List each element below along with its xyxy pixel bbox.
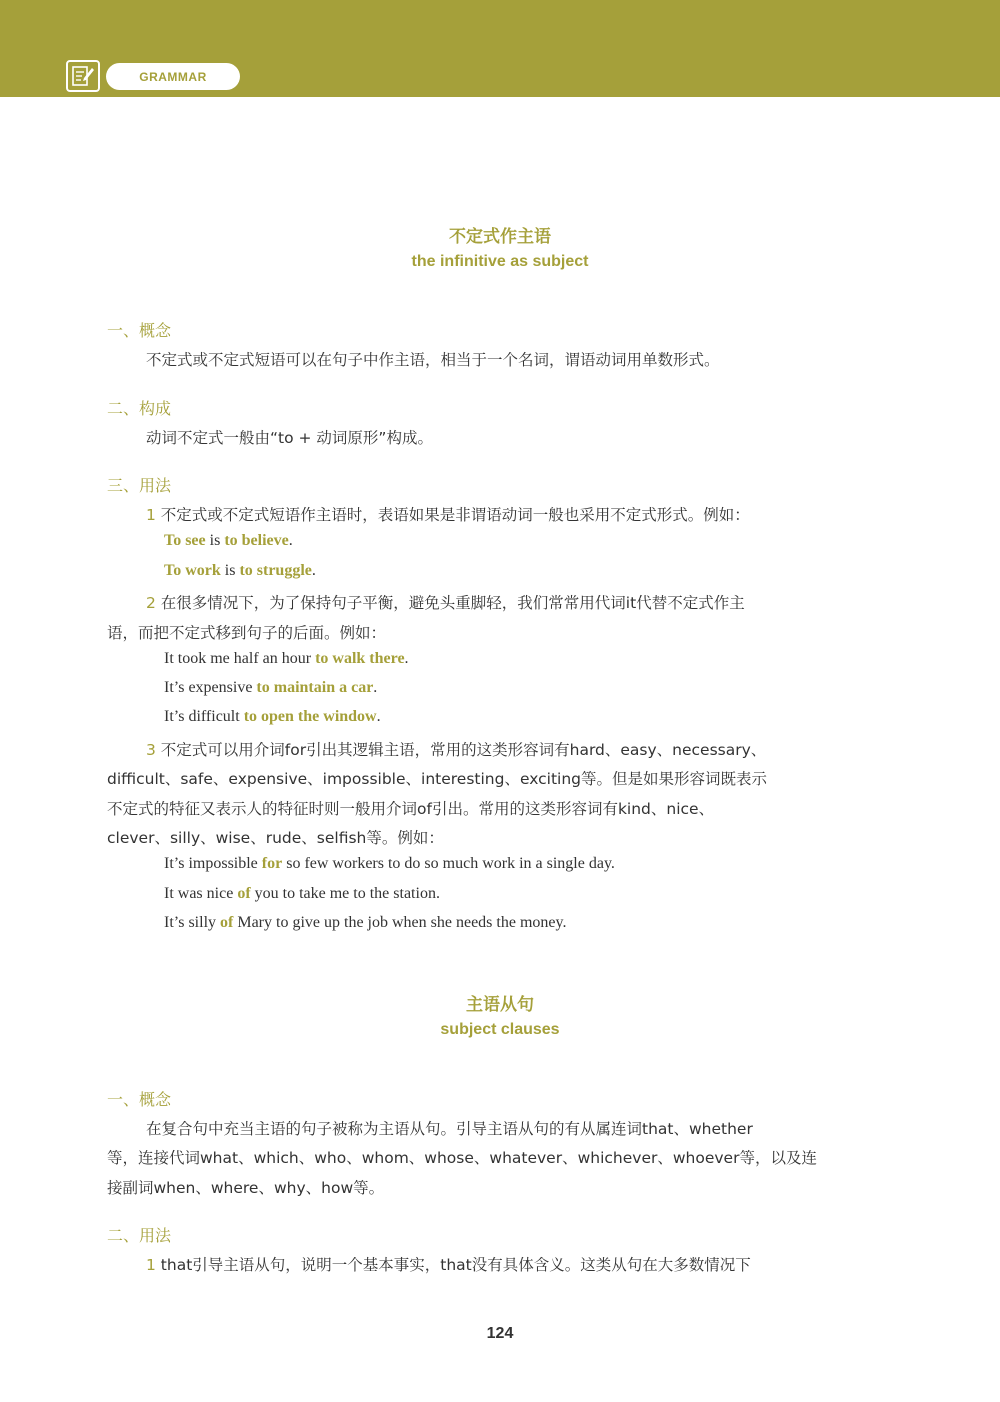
section1-title-en: the infinitive as subject — [411, 253, 589, 270]
rule-text: 在很多情况下，为了保持句子平衡，避免头重脚轻，我们常常用代词it代替不定式作主 — [155, 594, 745, 612]
rule-number: 1 — [146, 1256, 156, 1274]
example-text: . — [288, 532, 293, 549]
highlight: to maintain a car — [256, 679, 374, 696]
example-text: It’s impossible — [164, 855, 262, 872]
rule-2-line-1 — [146, 591, 745, 613]
section-label: GRAMMAR — [106, 63, 240, 90]
example — [164, 708, 381, 726]
highlight: To work — [164, 562, 221, 579]
example-text: It’s expensive — [164, 679, 257, 696]
rule-3-line-1 — [146, 738, 766, 760]
usage-heading: 三、用法 — [107, 476, 172, 495]
concept-line-2: 等，连接代词what、which、who、whom、whose、whatever、whichever、whoever等，以及连 — [107, 1149, 817, 1167]
notepad-pencil-icon — [66, 60, 100, 92]
highlight: to struggle — [239, 562, 312, 579]
example — [164, 914, 566, 932]
concept-line-3: 接副词when、where、why、how等。 — [107, 1179, 385, 1197]
rule-text: 不定式或不定式短语作主语时，表语如果是非谓语动词一般也采用不定式形式。例如： — [155, 506, 750, 524]
highlight: to open the window — [243, 708, 377, 725]
form-heading: 二、构成 — [107, 399, 172, 418]
example-text: . — [404, 650, 409, 667]
example — [164, 562, 316, 580]
example-text: you to take me to the station. — [250, 885, 440, 902]
example — [164, 650, 409, 668]
form-text: 动词不定式一般由“to + 动词原形”构成。 — [146, 429, 433, 447]
concept-line-1: 在复合句中充当主语的句子被称为主语从句。引导主语从句的有从属连词that、whether — [146, 1120, 753, 1138]
rule-number: 1 — [146, 506, 156, 524]
section1-title-cn: 不定式作主语 — [449, 227, 551, 247]
concept-text: 不定式或不定式短语可以在句子中作主语，相当于一个名词，谓语动词用单数形式。 — [146, 351, 720, 369]
page-number: 124 — [486, 1325, 514, 1342]
rule-text: that引导主语从句，说明一个基本事实，that没有具体含义。这类从句在大多数情况下 — [155, 1256, 751, 1274]
rule-3-line-2: difficult、safe、expensive、impossible、interesting、exciting等。但是如果形容词既表示 — [107, 770, 767, 788]
section2-title-en: subject clauses — [440, 1021, 560, 1038]
example-text: . — [376, 708, 381, 725]
example — [164, 855, 615, 873]
usage-heading: 二、用法 — [107, 1226, 172, 1245]
example — [164, 532, 293, 550]
highlight: for — [261, 855, 283, 872]
example-text: is — [220, 562, 240, 579]
example-text: . — [311, 562, 316, 579]
example-text: It’s silly — [164, 914, 221, 931]
concept-heading: 一、概念 — [107, 1090, 172, 1109]
example-text: so few workers to do so much work in a single day. — [282, 855, 615, 872]
highlight: of — [237, 885, 251, 902]
example-text: is — [205, 532, 225, 549]
example-text: It took me half an hour — [164, 650, 316, 667]
section2-title-cn: 主语从句 — [466, 995, 534, 1015]
example — [164, 885, 440, 903]
rule-1 — [146, 1253, 751, 1275]
example-text: It’s difficult — [164, 708, 244, 725]
example-text: Mary to give up the job when she needs the money. — [233, 914, 567, 931]
highlight: to walk there — [315, 650, 405, 667]
example-text: . — [373, 679, 378, 696]
rule-2-line-2: 语，而把不定式移到句子的后面。例如： — [107, 624, 387, 642]
concept-heading: 一、概念 — [107, 321, 172, 340]
rule-text: 不定式可以用介词for引出其逻辑主语，常用的这类形容词有hard、easy、necessary、 — [155, 741, 767, 759]
highlight: to believe — [224, 532, 289, 549]
highlight: of — [220, 914, 234, 931]
highlight: To see — [164, 532, 206, 549]
rule-3-line-4: clever、silly、wise、rude、selfish等。例如： — [107, 829, 444, 847]
rule-1 — [146, 503, 750, 525]
header-band — [0, 0, 1000, 97]
rule-number: 2 — [146, 594, 156, 612]
rule-3-line-3: 不定式的特征又表示人的特征时则一般用介词of引出。常用的这类形容词有kind、nice、 — [107, 800, 715, 818]
example — [164, 679, 377, 697]
example-text: It was nice — [164, 885, 238, 902]
rule-number: 3 — [146, 741, 156, 759]
